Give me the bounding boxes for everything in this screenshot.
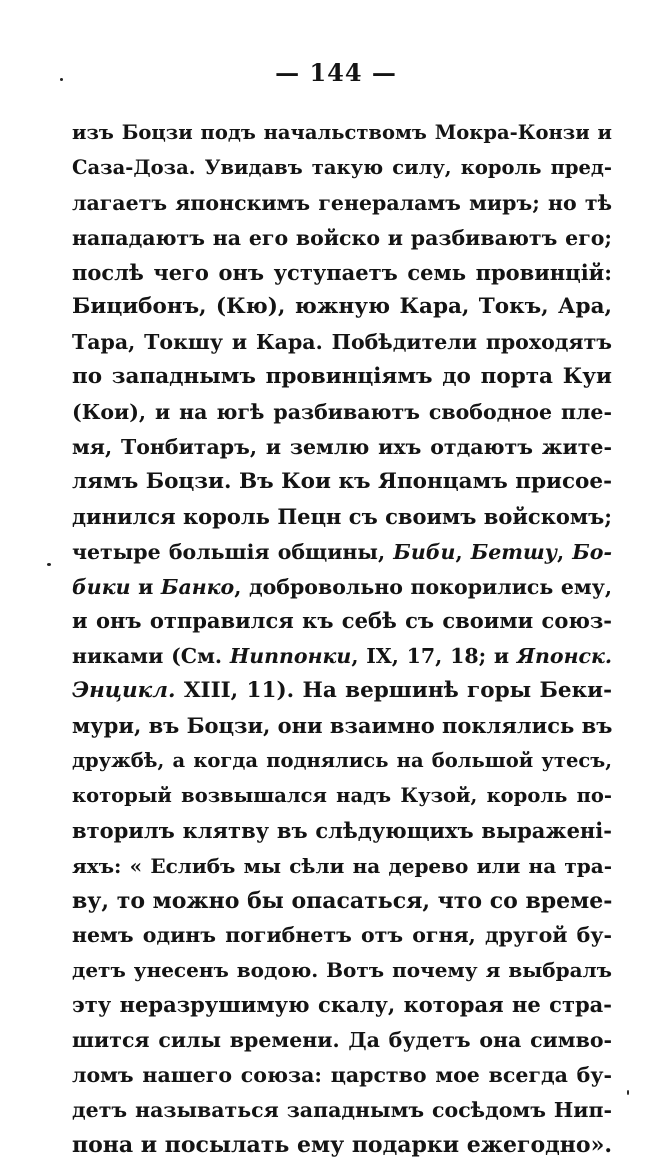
text-line (72, 430, 612, 465)
page-number: — 144 — (275, 58, 397, 87)
text-line (72, 500, 612, 535)
italic-text: бики (72, 574, 131, 599)
text-fragment: дружбѣ, а когда поднялись на большой утесъ, (72, 749, 612, 773)
text-fragment: лямъ Боцзи. Въ Кои къ Японцамъ присое- (72, 468, 612, 494)
text-line (72, 535, 612, 570)
text-fragment: Саза-Доза. Увидавъ такую силу, король пред- (72, 155, 612, 179)
text-fragment: немъ одинъ погибнетъ отъ огня, другой бу- (72, 923, 612, 948)
text-fragment: по западнымъ провинцiямъ до порта Куи (72, 364, 612, 390)
text-fragment: XIII, 11). На вершинѣ горы Беки- (175, 678, 612, 704)
text-fragment: изъ Боцзи подъ начальствомъ Мокра-Конзи и (72, 121, 612, 144)
text-fragment: никами (См. (72, 644, 230, 669)
text-line (72, 290, 612, 325)
text-fragment: нападаютъ на его войско и разбиваютъ его; (72, 225, 612, 250)
italic-text: Биби (393, 539, 456, 564)
italic-text: Энцикл. (72, 678, 176, 704)
text-line (72, 1093, 612, 1128)
italic-text: Японск. (516, 644, 613, 669)
italic-text: Банко (160, 574, 235, 599)
text-fragment: шится силы времени. Да будетъ она симво- (72, 1028, 612, 1053)
text-line (72, 953, 612, 988)
text-line (72, 1128, 612, 1163)
text-fragment: , добровольно покорились ему, (234, 574, 613, 599)
body-text (72, 116, 612, 1163)
text-fragment: мя, Тонбитаръ, и землю ихъ отдаютъ жите- (72, 435, 612, 460)
text-line (72, 744, 612, 779)
text-fragment: лагаетъ японскимъ генераламъ миръ; но тѣ (72, 190, 612, 215)
text-fragment: четыре большiя общины, (72, 539, 394, 564)
text-fragment: яхъ: « Еслибъ мы сѣли на дерево или на тра- (72, 853, 612, 878)
text-line (72, 256, 612, 291)
italic-text: Бо- (572, 539, 612, 564)
print-speck (47, 563, 51, 566)
text-fragment: вторилъ клятву въ слѣдующихъ выраженi- (72, 817, 612, 843)
print-speck (60, 78, 63, 81)
text-line (72, 1058, 612, 1093)
text-line (72, 360, 612, 395)
text-line (72, 221, 612, 256)
text-fragment: пона и посылать ему подарки ежегодно». (72, 1131, 612, 1158)
text-line (72, 674, 612, 709)
text-fragment: мури, въ Боцзи, они взаимно поклялись въ (72, 713, 613, 739)
text-line (72, 779, 612, 814)
text-fragment: и онъ отправился къ себѣ съ своими союз- (72, 608, 612, 634)
print-speck (627, 1090, 629, 1095)
text-line (72, 116, 612, 151)
text-line (72, 186, 612, 221)
text-fragment: , (556, 539, 573, 564)
text-line (72, 570, 612, 605)
text-line (72, 884, 612, 919)
text-line (72, 395, 612, 430)
text-line (72, 918, 612, 953)
text-fragment: динился король Пецн съ своимъ войскомъ; (72, 503, 612, 529)
text-line (72, 988, 612, 1023)
text-fragment: который возвышался надъ Кузой, король по- (72, 783, 612, 807)
text-fragment: (Кои), и на югѣ разбиваютъ свободное пле- (72, 400, 612, 425)
text-line (72, 604, 612, 639)
text-line (72, 465, 612, 500)
text-line (72, 849, 612, 884)
text-fragment: ломъ нашего союза: царство мое всегда бу- (72, 1063, 612, 1088)
text-line (72, 1023, 612, 1058)
text-fragment: , (455, 539, 471, 564)
text-fragment: детъ унесенъ водою. Вотъ почему я выбралъ (72, 958, 612, 983)
text-line (72, 709, 612, 744)
text-fragment: детъ называться западнымъ сосѣдомъ Нип- (72, 1097, 612, 1122)
text-fragment: Тара, Токшу и Кара. Побѣдители проходятъ (72, 330, 612, 355)
italic-text: Бетшу (470, 539, 557, 564)
text-line (72, 639, 612, 674)
text-line (72, 814, 612, 849)
text-line (72, 151, 612, 186)
text-fragment: ву, то можно бы опасаться, что со време- (72, 887, 613, 914)
text-fragment: и (130, 574, 161, 599)
text-fragment: послѣ чего онъ уступаетъ семь провинцiй: (72, 259, 612, 285)
text-line (72, 325, 612, 360)
italic-text: Ниппонки (229, 644, 352, 669)
text-fragment: , IX, 17, 18; и (351, 644, 517, 669)
text-fragment: Бицибонъ, (Кю), южную Кара, Токъ, Ара, (72, 294, 612, 320)
text-fragment: эту неразрушимую скалу, которая не стра- (72, 992, 612, 1018)
